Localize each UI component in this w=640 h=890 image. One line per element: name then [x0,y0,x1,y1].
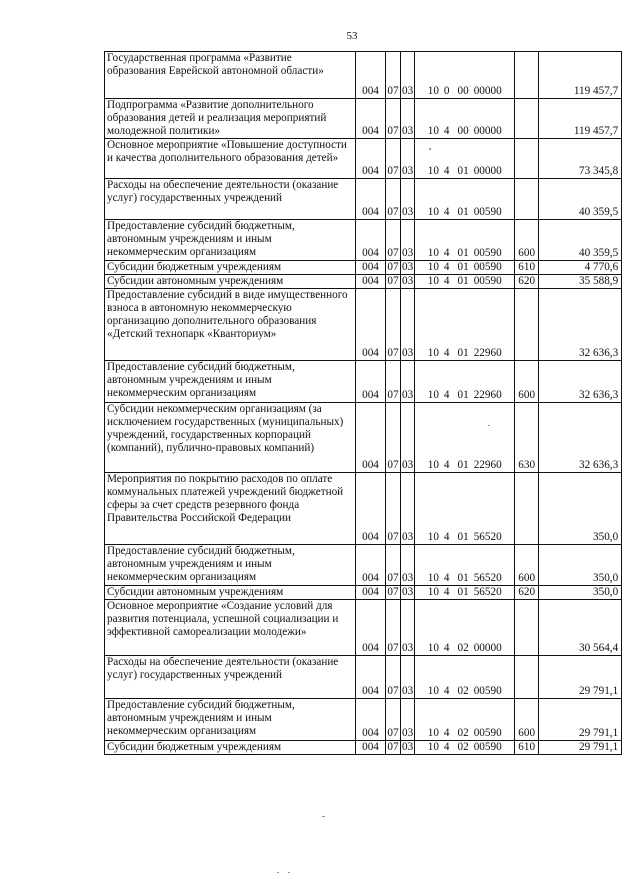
expense-type-cell [515,473,539,545]
expense-type-cell [515,289,539,361]
subsection-code-cell: 03 [401,139,415,179]
ministry-code-cell: 004 [356,699,386,741]
subsection-code-cell: 03 [401,52,415,99]
expense-type-cell: 600 [515,545,539,586]
program-code: 10 [427,531,439,543]
expense-type-cell [515,139,539,179]
subprogram-code: 4 [443,165,450,177]
direction-code: 56520 [473,586,502,598]
subsection-code-cell: 03 [402,741,414,753]
amount-cell: 4 770,6 [539,261,622,275]
event-code: 01 [457,347,469,359]
event-code: 01 [457,389,469,401]
table-row [105,403,622,473]
expense-type-cell: 600 [515,699,539,741]
ministry-code-cell: 004 [356,403,386,473]
target-article-cell [415,52,515,99]
table-row [105,741,622,755]
table-row [105,52,622,99]
amount-cell: 29 791,1 [539,741,622,755]
subsection-code-cell: 03 [401,699,415,741]
subsection-code-cell: 03 [402,586,414,598]
amount-cell: 40 359,5 [539,220,622,261]
target-article-cell [415,741,515,755]
expense-name-cell: Субсидии автономным учреждениям [105,586,356,600]
direction-code: 00000 [473,642,502,654]
event-code: 01 [457,206,469,218]
target-article-cell [415,289,515,361]
amount-cell: 35 588,9 [539,275,622,289]
table-row [105,179,622,220]
subsection-code-cell: 03 [401,545,415,586]
section-code-cell: 07 [386,699,401,741]
target-article-cell [415,275,515,289]
expense-name-cell: Предоставление субсидий в виде имущественного взноса в автономную некоммерческую организацию дополнительного образования «Детский технопарк «Кванториум» [105,289,356,361]
expense-name-cell: Предоставление субсидий бюджетным, автономным учреждениям и иным некоммерческим организациям [105,545,356,586]
direction-code: 00590 [473,247,502,259]
event-code: 01 [457,531,469,543]
target-article-cell [415,99,515,139]
section-code-cell: 07 [386,600,401,656]
direction-code: 22960 [473,389,502,401]
event-code: 02 [457,741,469,753]
target-article-cell [415,656,515,699]
ministry-code-cell: 004 [356,361,386,403]
expense-type-cell [515,99,539,139]
amount-cell: 32 636,3 [539,289,622,361]
subsection-code-cell: 03 [401,600,415,656]
expense-name-cell: Субсидии бюджетным учреждениям [105,741,356,755]
program-code: 10 [427,275,439,287]
section-code-cell: 07 [386,656,401,699]
subprogram-code: 4 [443,572,450,584]
ministry-code-cell: 004 [356,179,386,220]
subprogram-code: 4 [443,741,450,753]
target-article-cell [415,361,515,403]
subsection-code-cell: 03 [401,289,415,361]
ministry-code-cell: 004 [356,586,386,600]
subprogram-code: 4 [443,685,450,697]
table-row [105,99,622,139]
direction-code: 00590 [473,275,502,287]
expense-type-cell: 600 [515,220,539,261]
expense-name-cell: Субсидии автономным учреждениям [105,275,356,289]
expense-name-cell: Государственная программа «Развитие образования Еврейской автономной области» [105,52,356,99]
expense-type-cell: 600 [515,361,539,403]
program-code: 10 [427,727,439,739]
table-row [105,545,622,586]
amount-cell: 40 359,5 [539,179,622,220]
event-code: 01 [457,261,469,273]
amount-cell: 350,0 [539,586,622,600]
target-article-cell [415,261,515,275]
target-article-cell [415,139,515,179]
expense-name-cell: Подпрограмма «Развитие дополнительного образования детей и реализация мероприятий молодежной политики» [105,99,356,139]
subsection-code-cell: 03 [401,99,415,139]
program-code: 10 [427,261,439,273]
table-row [105,361,622,403]
scan-speck [488,425,490,426]
amount-cell: 119 457,7 [539,52,622,99]
ministry-code-cell: 004 [356,656,386,699]
program-code: 10 [427,165,439,177]
section-code-cell: 07 [387,275,399,287]
event-code: 00 [457,125,469,137]
table-row [105,600,622,656]
expense-type-cell: 610 [515,261,539,275]
direction-code: 00590 [473,206,502,218]
subsection-code-cell: 03 [401,179,415,220]
ministry-code-cell: 004 [356,275,386,289]
ministry-code-cell: 004 [356,261,386,275]
table-row [105,656,622,699]
program-code: 10 [427,642,439,654]
table-row [105,139,622,179]
subprogram-code: 4 [443,261,450,273]
expense-name-cell: Предоставление субсидий бюджетным, автономным учреждениям и иным некоммерческим организациям [105,699,356,741]
table-row [105,220,622,261]
program-code: 10 [427,389,439,401]
program-code: 10 [427,741,439,753]
section-code-cell: 07 [386,139,401,179]
expense-name-cell: Предоставление субсидий бюджетным, автономным учреждениям и иным некоммерческим организациям [105,361,356,403]
section-code-cell: 07 [386,220,401,261]
scan-speck [429,148,431,150]
amount-cell: 350,0 [539,473,622,545]
program-code: 10 [427,586,439,598]
target-article-cell [415,600,515,656]
target-article-cell [415,545,515,586]
program-code: 10 [427,85,439,97]
subprogram-code: 4 [443,206,450,218]
amount-cell: 29 791,1 [539,656,622,699]
event-code: 01 [457,459,469,471]
subprogram-code: 4 [443,727,450,739]
direction-code: 00590 [473,741,502,753]
section-code-cell: 07 [386,403,401,473]
event-code: 00 [457,85,469,97]
subprogram-code: 4 [443,459,450,471]
subsection-code-cell: 03 [401,473,415,545]
section-code-cell: 07 [386,289,401,361]
amount-cell: 119 457,7 [539,99,622,139]
event-code: 02 [457,727,469,739]
section-code-cell: 07 [386,545,401,586]
amount-cell: 32 636,3 [539,361,622,403]
subsection-code-cell: 03 [401,361,415,403]
expense-type-cell [515,656,539,699]
event-code: 01 [457,586,469,598]
subprogram-code: 4 [443,586,450,598]
ministry-code-cell: 004 [356,139,386,179]
table-row [105,699,622,741]
page-number: 53 [346,30,358,42]
amount-cell: 350,0 [539,545,622,586]
direction-code: 00590 [473,685,502,697]
subprogram-code: 4 [443,531,450,543]
direction-code: 00590 [473,727,502,739]
direction-code: 00000 [473,85,502,97]
program-code: 10 [427,685,439,697]
direction-code: 00000 [473,125,502,137]
direction-code: 56520 [473,531,502,543]
amount-cell: 73 345,8 [539,139,622,179]
table-row [105,289,622,361]
subsection-code-cell: 03 [401,403,415,473]
ministry-code-cell: 004 [356,289,386,361]
amount-cell: 29 791,1 [539,699,622,741]
subprogram-code: 4 [443,275,450,287]
direction-code: 00000 [473,165,502,177]
section-code-cell: 07 [387,741,399,753]
target-article-cell [415,473,515,545]
program-code: 10 [427,125,439,137]
ministry-code-cell: 004 [356,52,386,99]
subprogram-code: 4 [443,125,450,137]
event-code: 01 [457,165,469,177]
program-code: 10 [427,459,439,471]
amount-cell: 32 636,3 [539,403,622,473]
subsection-code-cell: 03 [401,220,415,261]
expense-name-cell: Субсидии бюджетным учреждениям [105,261,356,275]
program-code: 10 [427,206,439,218]
expense-name-cell: Расходы на обеспечение деятельности (оказание услуг) государственных учреждений [105,179,356,220]
scan-speck [288,872,290,873]
expense-type-cell: 610 [515,741,539,755]
event-code: 01 [457,247,469,259]
target-article-cell [415,179,515,220]
expense-name-cell: Расходы на обеспечение деятельности (оказание услуг) государственных учреждений [105,656,356,699]
expense-type-cell: 620 [515,275,539,289]
direction-code: 56520 [473,572,502,584]
direction-code: 00590 [473,261,502,273]
expense-name-cell: Субсидии некоммерческим организациям (за исключением государственных (муниципальных) учреждений, государственных корпораций (компаний), публично-правовых компаний) [105,403,356,473]
table-row [105,586,622,600]
event-code: 02 [457,642,469,654]
section-code-cell: 07 [387,261,399,273]
section-code-cell: 07 [386,52,401,99]
scan-speck [277,872,279,873]
ministry-code-cell: 004 [356,473,386,545]
program-code: 10 [427,572,439,584]
section-code-cell: 07 [386,179,401,220]
subprogram-code: 4 [443,642,450,654]
subprogram-code: 4 [443,347,450,359]
ministry-code-cell: 004 [356,600,386,656]
expense-type-cell [515,52,539,99]
ministry-code-cell: 004 [356,220,386,261]
target-article-cell [415,699,515,741]
ministry-code-cell: 004 [356,741,386,755]
subprogram-code: 4 [443,389,450,401]
target-article-cell [415,586,515,600]
target-article-cell [415,220,515,261]
amount-cell: 30 564,4 [539,600,622,656]
section-code-cell: 07 [386,361,401,403]
expense-name-cell: Предоставление субсидий бюджетным, автономным учреждениям и иным некоммерческим организациям [105,220,356,261]
target-article-cell [415,403,515,473]
event-code: 02 [457,685,469,697]
event-code: 01 [457,572,469,584]
subsection-code-cell: 03 [402,275,414,287]
section-code-cell: 07 [387,586,399,598]
table-row [105,261,622,275]
ministry-code-cell: 004 [356,99,386,139]
table-row [105,473,622,545]
scan-speck [322,816,325,817]
event-code: 01 [457,275,469,287]
section-code-cell: 07 [386,99,401,139]
direction-code: 22960 [473,347,502,359]
subprogram-code: 0 [443,85,450,97]
expense-type-cell: 630 [515,403,539,473]
subsection-code-cell: 03 [401,656,415,699]
ministry-code-cell: 004 [356,545,386,586]
direction-code: 22960 [473,459,502,471]
table-row [105,275,622,289]
expense-type-cell [515,600,539,656]
subsection-code-cell: 03 [402,261,414,273]
expense-name-cell: Мероприятия по покрытию расходов по оплате коммунальных платежей учреждений бюджетной сферы за счет средств резервного фонда Правительства Российской Федерации [105,473,356,545]
budget-table [104,51,622,755]
budget-table-body [105,52,622,755]
program-code: 10 [427,347,439,359]
expense-name-cell: Основное мероприятие «Повышение доступности и качества дополнительного образования детей» [105,139,356,179]
expense-type-cell [515,179,539,220]
expense-name-cell: Основное мероприятие «Создание условий для развития потенциала, успешной социализации и эффективной самореализации молодежи» [105,600,356,656]
section-code-cell: 07 [386,473,401,545]
program-code: 10 [427,247,439,259]
expense-type-cell: 620 [515,586,539,600]
subprogram-code: 4 [443,247,450,259]
